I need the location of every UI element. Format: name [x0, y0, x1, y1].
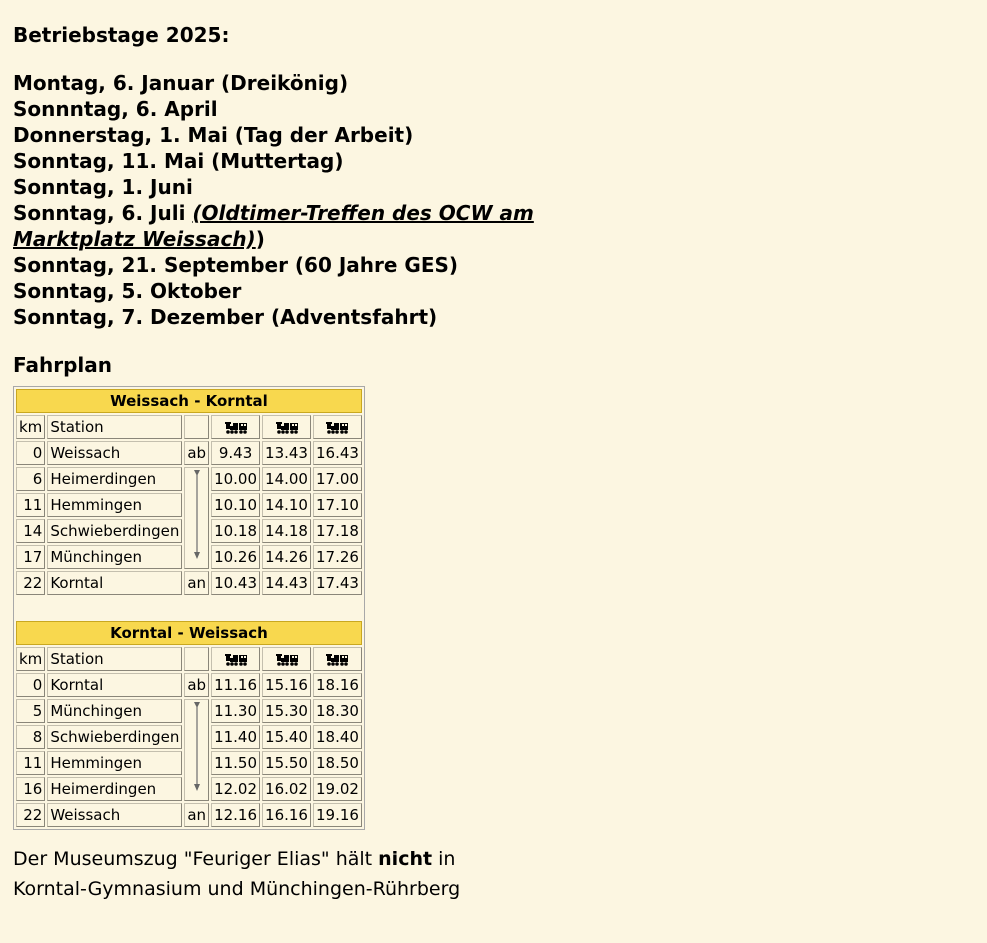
timetable — [13, 386, 365, 830]
footer-text: Der Museumszug "Feuriger Elias" hält — [13, 848, 379, 870]
mark-header — [184, 647, 209, 671]
table-row — [16, 803, 362, 827]
operating-day: Sonnntag, 6. April — [13, 97, 218, 121]
time-cell: 15.50 — [262, 751, 311, 775]
steam-train-icon — [225, 421, 247, 434]
time-cell: 11.30 — [211, 699, 260, 723]
time-cell: 14.26 — [262, 545, 311, 569]
km-cell: 17 — [16, 545, 45, 569]
operating-day-text: Sonntag, 6. Juli — [13, 201, 193, 225]
operating-day: Sonntag, 11. Mai (Muttertag) — [13, 149, 344, 173]
steam-train-icon — [276, 421, 298, 434]
column-header-row — [16, 415, 362, 439]
km-cell: 0 — [16, 673, 45, 697]
arrival-departure-mark: ab — [184, 673, 209, 697]
column-header-row — [16, 647, 362, 671]
train-column-2 — [262, 415, 311, 439]
time-cell: 19.16 — [313, 803, 362, 827]
station-cell: Münchingen — [47, 545, 182, 569]
time-cell: 10.18 — [211, 519, 260, 543]
table-row — [16, 699, 362, 723]
station-cell: Schwieberdingen — [47, 725, 182, 749]
time-cell: 19.02 — [313, 777, 362, 801]
spacer-row — [16, 597, 362, 619]
direction-arrow-icon — [192, 700, 202, 796]
page-heading: Betriebstage 2025: — [13, 23, 230, 47]
time-cell: 13.43 — [262, 441, 311, 465]
km-cell: 14 — [16, 519, 45, 543]
time-cell: 18.30 — [313, 699, 362, 723]
footer-line2: Korntal-Gymnasium und Münchingen-Rührberg — [13, 878, 461, 900]
time-cell: 12.02 — [211, 777, 260, 801]
km-header: km — [16, 415, 45, 439]
operating-day: Sonntag, 21. September (60 Jahre GES) — [13, 253, 459, 277]
spacer — [16, 597, 362, 619]
train-column-3 — [313, 647, 362, 671]
oldtimer-event-link[interactable]: (Oldtimer-Treffen des OCW am — [192, 201, 534, 225]
km-header: km — [16, 647, 45, 671]
time-cell: 17.43 — [313, 571, 362, 595]
steam-train-icon — [326, 421, 348, 434]
time-cell: 11.16 — [211, 673, 260, 697]
time-cell: 18.50 — [313, 751, 362, 775]
intermediate-stops-arrow — [184, 699, 209, 801]
intermediate-stops-arrow — [184, 467, 209, 569]
train-column-1 — [211, 415, 260, 439]
steam-train-icon — [276, 653, 298, 666]
train-column-3 — [313, 415, 362, 439]
time-cell: 16.16 — [262, 803, 311, 827]
time-cell: 17.26 — [313, 545, 362, 569]
station-cell: Korntal — [47, 571, 182, 595]
train-column-2 — [262, 647, 311, 671]
km-cell: 5 — [16, 699, 45, 723]
operating-day-oldtimer — [13, 200, 553, 226]
operating-day: Sonntag, 7. Dezember (Adventsfahrt) — [13, 305, 438, 329]
time-cell: 11.40 — [211, 725, 260, 749]
time-cell: 16.43 — [313, 441, 362, 465]
station-cell: Korntal — [47, 673, 182, 697]
time-cell: 15.30 — [262, 699, 311, 723]
direction-arrow-icon — [192, 468, 202, 564]
arrival-departure-mark: an — [184, 803, 209, 827]
fahrplan-title: Fahrplan — [13, 353, 112, 377]
km-cell: 22 — [16, 571, 45, 595]
train-column-1 — [211, 647, 260, 671]
arrival-departure-mark: ab — [184, 441, 209, 465]
time-cell: 15.40 — [262, 725, 311, 749]
route-title: Weissach - Korntal — [16, 389, 362, 413]
station-cell: Hemmingen — [47, 493, 182, 517]
km-cell: 22 — [16, 803, 45, 827]
station-cell: Weissach — [47, 441, 182, 465]
time-cell: 17.18 — [313, 519, 362, 543]
time-cell: 18.16 — [313, 673, 362, 697]
timetable-header-row — [16, 621, 362, 645]
table-row — [16, 467, 362, 491]
station-header: Station — [47, 415, 182, 439]
time-cell: 16.02 — [262, 777, 311, 801]
oldtimer-event-link-cont[interactable]: Marktplatz Weissach) — [13, 227, 256, 251]
time-cell: 17.00 — [313, 467, 362, 491]
time-cell: 14.18 — [262, 519, 311, 543]
operating-day-oldtimer-cont — [13, 226, 553, 252]
time-cell: 10.00 — [211, 467, 260, 491]
station-cell: Schwieberdingen — [47, 519, 182, 543]
km-cell: 11 — [16, 751, 45, 775]
time-cell: 15.16 — [262, 673, 311, 697]
km-cell: 0 — [16, 441, 45, 465]
time-cell: 18.40 — [313, 725, 362, 749]
footer-emphasis: nicht — [378, 848, 433, 870]
time-cell: 14.10 — [262, 493, 311, 517]
steam-train-icon — [225, 653, 247, 666]
time-cell: 12.16 — [211, 803, 260, 827]
time-cell: 10.10 — [211, 493, 260, 517]
table-row — [16, 673, 362, 697]
closing-paren: ) — [255, 227, 265, 251]
operating-day: Montag, 6. Januar (Dreikönig) — [13, 71, 349, 95]
steam-train-icon — [326, 653, 348, 666]
operating-day: Donnerstag, 1. Mai (Tag der Arbeit) — [13, 123, 414, 147]
footer-text-end: in — [432, 848, 456, 870]
timetable-header-row — [16, 389, 362, 413]
station-cell: Weissach — [47, 803, 182, 827]
time-cell: 14.00 — [262, 467, 311, 491]
time-cell: 11.50 — [211, 751, 260, 775]
operating-day: Sonntag, 1. Juni — [13, 175, 193, 199]
km-cell: 11 — [16, 493, 45, 517]
time-cell: 9.43 — [211, 441, 260, 465]
km-cell: 6 — [16, 467, 45, 491]
route-title: Korntal - Weissach — [16, 621, 362, 645]
time-cell: 10.26 — [211, 545, 260, 569]
operating-day: Sonntag, 5. Oktober — [13, 279, 242, 303]
station-header: Station — [47, 647, 182, 671]
time-cell: 10.43 — [211, 571, 260, 595]
time-cell: 14.43 — [262, 571, 311, 595]
mark-header — [184, 415, 209, 439]
operating-days-list — [13, 70, 553, 330]
station-cell: Heimerdingen — [47, 467, 182, 491]
km-cell: 8 — [16, 725, 45, 749]
footer-note — [13, 844, 533, 904]
station-cell: Münchingen — [47, 699, 182, 723]
arrival-departure-mark: an — [184, 571, 209, 595]
station-cell: Heimerdingen — [47, 777, 182, 801]
table-row — [16, 441, 362, 465]
station-cell: Hemmingen — [47, 751, 182, 775]
time-cell: 17.10 — [313, 493, 362, 517]
km-cell: 16 — [16, 777, 45, 801]
table-row — [16, 571, 362, 595]
